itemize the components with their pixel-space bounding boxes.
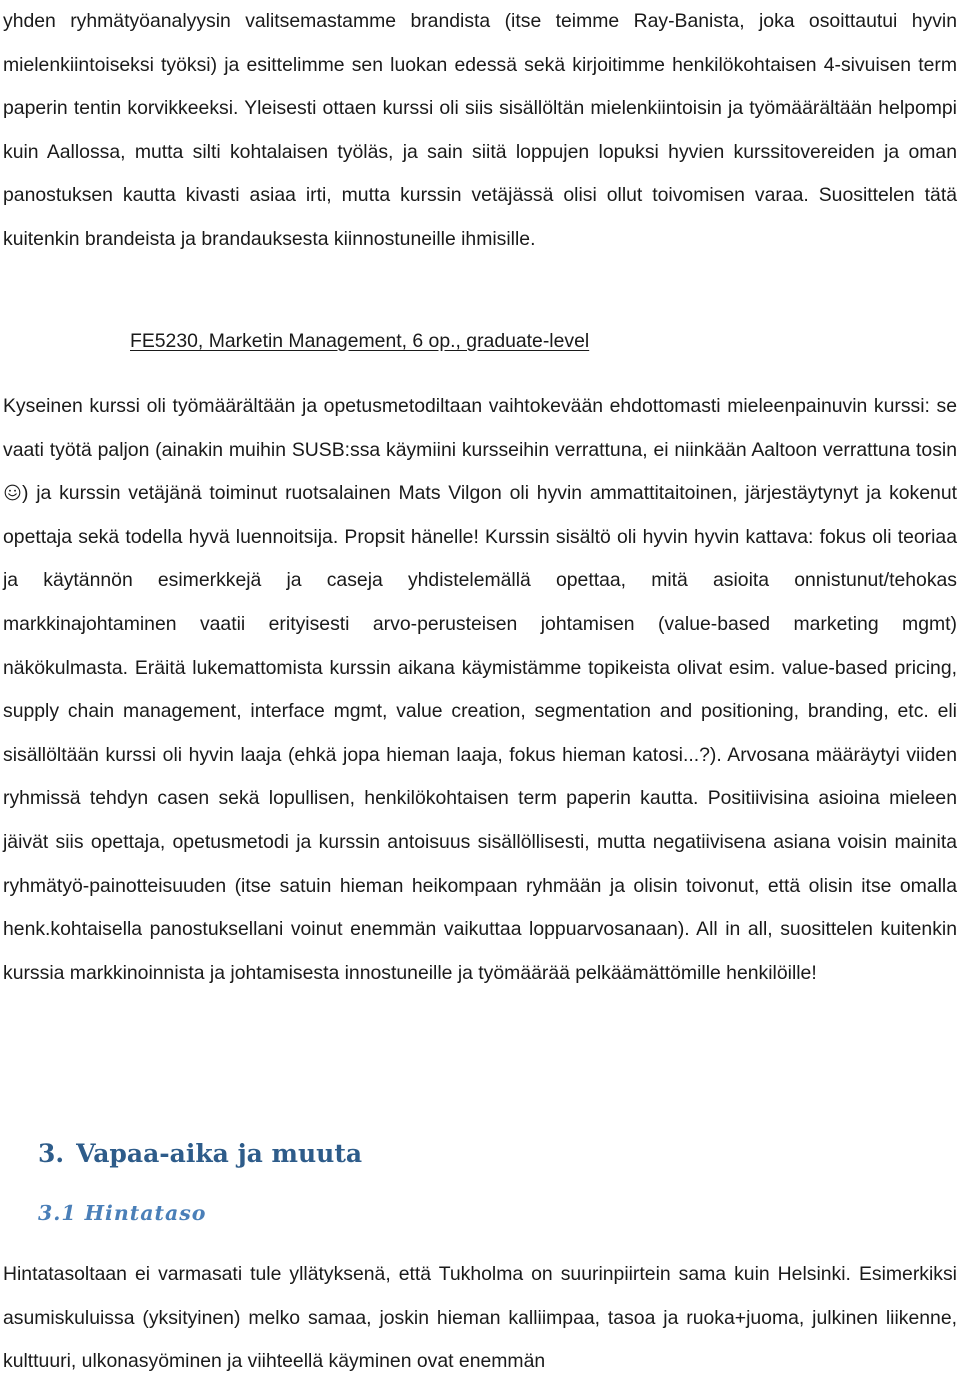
subsection-title: Hintataso [84,1201,207,1225]
paragraph-marketing-management-review [3,385,957,995]
smiley-face-icon [4,484,21,501]
section-number: 3. [38,1139,65,1168]
subsection-number: 3.1 [38,1201,77,1225]
section-title: Vapaa-aika ja muuta [76,1139,363,1168]
paragraph-text-after-smiley: ) ja kurssin vetäjänä toiminut ruotsalainen Mats Vilgon oli hyvin ammattitaitoinen, järjestäytynyt ja kokenut opettaja sekä todella hyvä luennoitsija. Propsit hänelle! Kurssin sisältö oli hyvin hyvin kattava: fokus oli teoriaa ja käytännön esimerkkejä ja caseja yhdistelemällä opettaa, mitä asioita onnistunut/tehokas markkinajohtaminen vaatii erityisesti arvo-perusteisen johtamisen (value-based marketing mgmt) näkökulmasta. Eräitä lukemattomista kurssin aikana käymistämme topikeista olivat esim. value-based pricing, supply chain management, interface mgmt, value creation, segmentation and positioning, branding, etc. eli sisällöltään kurssi oli hyvin laaja (ehkä jopa hieman laaja, fokus hieman katosi...?). Arvosana määräytyi viiden ryhmissä tehdyn casen sekä lopullisen, henkilökohtaisen term paperin kautta. Positiivisina asioina mieleen jäivät siis opettaja, opetusmetodi ja kurssin antoisuus sisällöllisesti, mutta negatiivisena asiana voisin mainita ryhmätyö-painotteisuuden (itse satuin hieman heikompaan ryhmään ja olisin toivonut, että olisin itse omalla henk.kohtaisella panostuksellani voinut enemmän vaikuttaa loppuarvosanaan). All in all, suosittelen kuitenkin kurssia markkinoinnista ja johtamisesta innostuneille ja työmäärää pelkäämättömille henkilöille! [3,482,957,984]
section-heading-vapaa-aika [38,1132,362,1176]
paragraph-text-before-smiley: Kyseinen kurssi oli työmäärältään ja opetusmetodiltaan vaihtokevään ehdottomasti mieleenpainuvin kurssi: se vaati työtä paljon (ainakin muihin SUSB:ssa käymiini kursseihin verrattuna, ei niinkään Aaltoon verrattuna tosin [3,395,957,461]
paragraph-brand-course-review: yhden ryhmätyöanalyysin valitsemastamme brandista (itse teimme Ray-Banista, joka osoittautui hyvin mielenkiintoiseksi työksi) ja esittelimme sen luokan edessä sekä kirjoitimme henkilökohtaisen 4-sivuisen term paperin tentin korvikkeeksi. Yleisesti ottaen kurssi oli siis sisällöltän mielenkiintoisin ja työmäärältään helpompi kuin Aallossa, mutta silti kohtalaisen työläs, ja sain siitä loppujen lopuksi hyvien kurssitovereiden ja oman panostuksen kautta kivasti asiaa irti, mutta kurssin vetäjässä olisi ollut toivomisen varaa. Suosittelen tätä kuitenkin brandeista ja brandauksesta kiinnostuneille ihmisille. [3,10,957,250]
course-heading-fe5230: FE5230, Marketin Management, 6 op., graduate-level [130,330,590,352]
subsection-heading-hintataso [38,1193,206,1233]
paragraph-price-level: Hintatasoltaan ei varmasati tule yllätyksenä, että Tukholma on suurinpiirtein sama kuin Helsinki. Esimerkiksi asumiskuluissa (yksityinen) melko samaa, joskin hieman kalliimpaa, tasoa ja ruoka+juoma, julkinen liikenne, kulttuuri, ulkonasyöminen ja viihteellä käyminen ovat enemmän [3,1263,957,1373]
